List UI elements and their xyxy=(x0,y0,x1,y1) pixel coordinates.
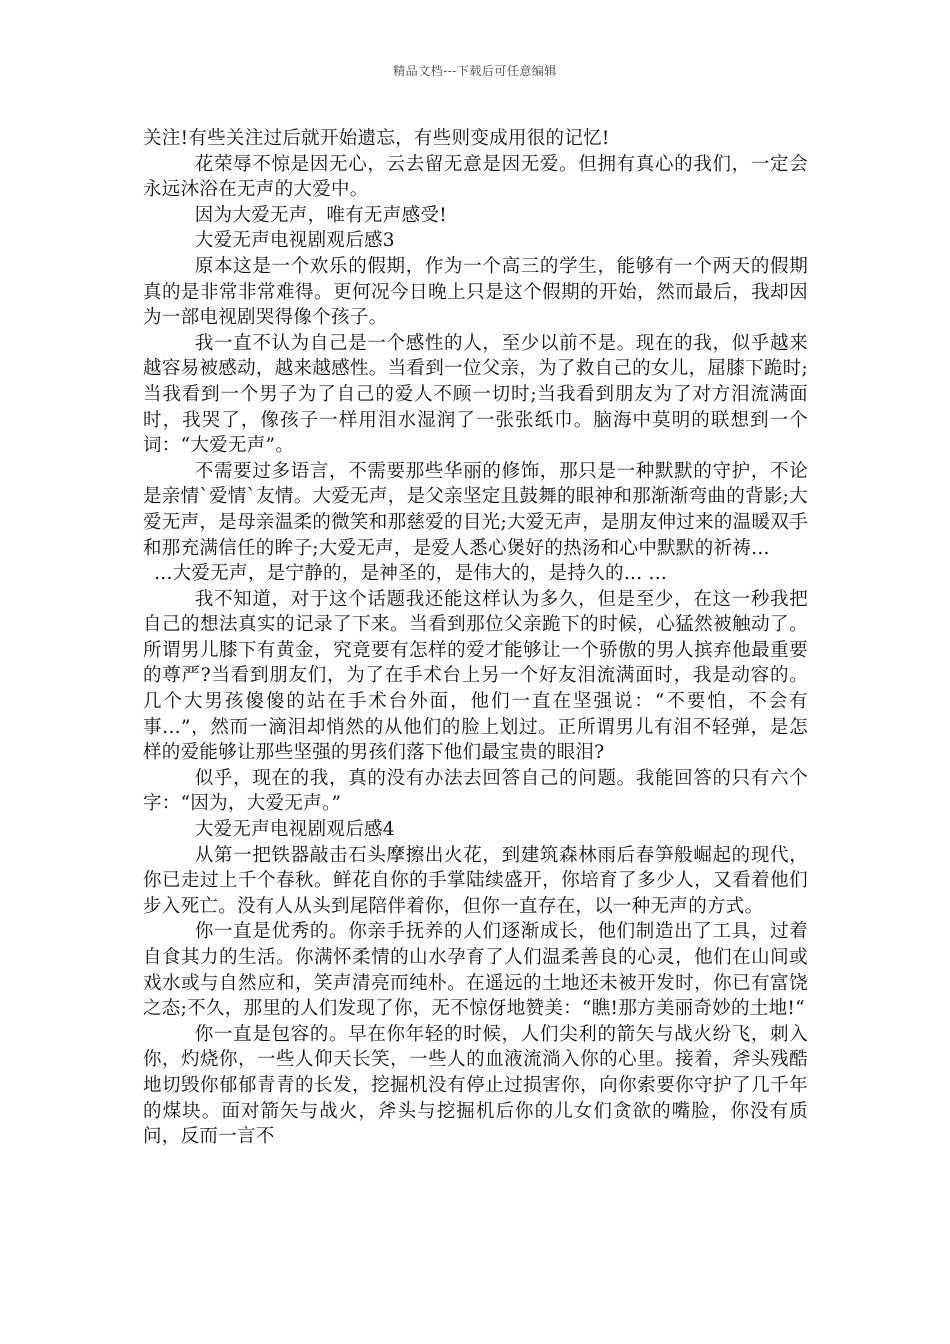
paragraph-3: 因为大爱无声，唯有无声感受! xyxy=(194,204,447,226)
paragraph-6: 我一直不认为自己是一个感性的人，至少以前不是。现在的我，似乎越来越容易被感动，越来越感性。当看到一位父亲，为了救自己的女儿，屈膝下跪时;当我看到一个男子为了自己的爱人不顾一切时;当我看到朋友为了对方泪流满面时，我哭了，像孩子一样用泪水湿润了一张张纸巾。脑海中莫明的联想到一个词：“大爱无声”。 xyxy=(143,332,808,457)
paragraph-8: ...大爱无声，是宁静的，是神圣的，是伟大的，是持久的... ... xyxy=(154,563,668,585)
paragraph-12: 从第一把铁器敲击石头摩擦出火花，到建筑森林雨后春笋般崛起的现代，你已走过上千个春秋。鲜花自你的手掌陆续盛开，你培育了多少人，又看着他们步入死亡。没有人从头到尾陪伴着你，但你一直存在，以一种无声的方式。 xyxy=(143,844,808,917)
paragraph-7: 不需要过多语言，不需要那些华丽的修饰，那只是一种默默的守护，不论是亲情`爱情`友情。大爱无声，是父亲坚定且鼓舞的眼神和那渐渐弯曲的背影;大爱无声，是母亲温柔的微笑和那慈爱的目光;大爱无声，是朋友伸过来的温暖双手和那充满信任的眸子;大爱无声，是爱人悉心煲好的热汤和心中默默的祈祷... xyxy=(143,460,808,559)
paragraph-1: 关注!有些关注过后就开始遗忘，有些则变成用很的记忆! xyxy=(143,128,610,149)
paragraph-14: 你一直是包容的。早在你年轻的时候，人们尖利的箭矢与战火纷飞，刺入你，灼烧你，一些人仰天长笑，一些人的血液流淌入你的心里。接着，斧头残酷地切毁你郁郁青青的长发，挖掘机没有停止过损害你，向你索要你守护了几千年的煤块。面对箭矢与战火，斧头与挖掘机后你的儿女们贪欲的嘴脸，你没有质问，反而一言不 xyxy=(143,1023,808,1148)
section-heading-4: 大爱无声电视剧观后感4 xyxy=(194,819,395,841)
paragraph-13: 你一直是优秀的。你亲手抚养的人们逐渐成长，他们制造出了工具，过着自食其力的生活。你满怀柔情的山水孕育了人们温柔善良的心灵，他们在山间或戏水或与自然应和，笑声清亮而纯朴。在遥远的土地还未被开发时，你已有富饶之态;不久，那里的人们发现了你，无不惊伢地赞美：“瞧!那方美丽奇妙的土地!“ xyxy=(143,921,808,1020)
paragraph-2: 花荣辱不惊是因无心，云去留无意是因无爱。但拥有真心的我们，一定会永远沐浴在无声的大爱中。 xyxy=(143,153,808,201)
paragraph-10: 似乎，现在的我，真的没有办法去回答自己的问题。我能回答的只有六个字：“因为，大爱无声。” xyxy=(143,767,808,815)
paragraph-5: 原本这是一个欢乐的假期，作为一个高三的学生，能够有一个两天的假期真的是非常非常难得。更何况今日晚上只是这个假期的开始，然而最后，我却因为一部电视剧哭得像个孩子。 xyxy=(143,255,808,329)
document-body xyxy=(143,126,808,1150)
page-header: 精品文档---下载后可任意编辑 xyxy=(393,64,557,78)
paragraph-9: 我不知道，对于这个话题我还能这样认为多久，但是至少，在这一秒我把自己的想法真实的记录了下来。当看到那位父亲跪下的时候，心猛然被触动了。所谓男儿膝下有黄金，究竟要有怎样的爱才能够让一个骄傲的男人摈弃他最重要的尊严?当看到朋友们，为了在手术台上另一个好友泪流满面时，我是动容的。几个大男孩傻傻的站在手术台外面，他们一直在坚强说：“不要怕，不会有事...”，然而一滴泪却悄然的从他们的脸上划过。正所谓男儿有泪不轻弹，是怎样的爱能够让那些坚强的男孩们落下他们最宝贵的眼泪? xyxy=(143,588,808,764)
section-heading-3: 大爱无声电视剧观后感3 xyxy=(194,230,395,252)
